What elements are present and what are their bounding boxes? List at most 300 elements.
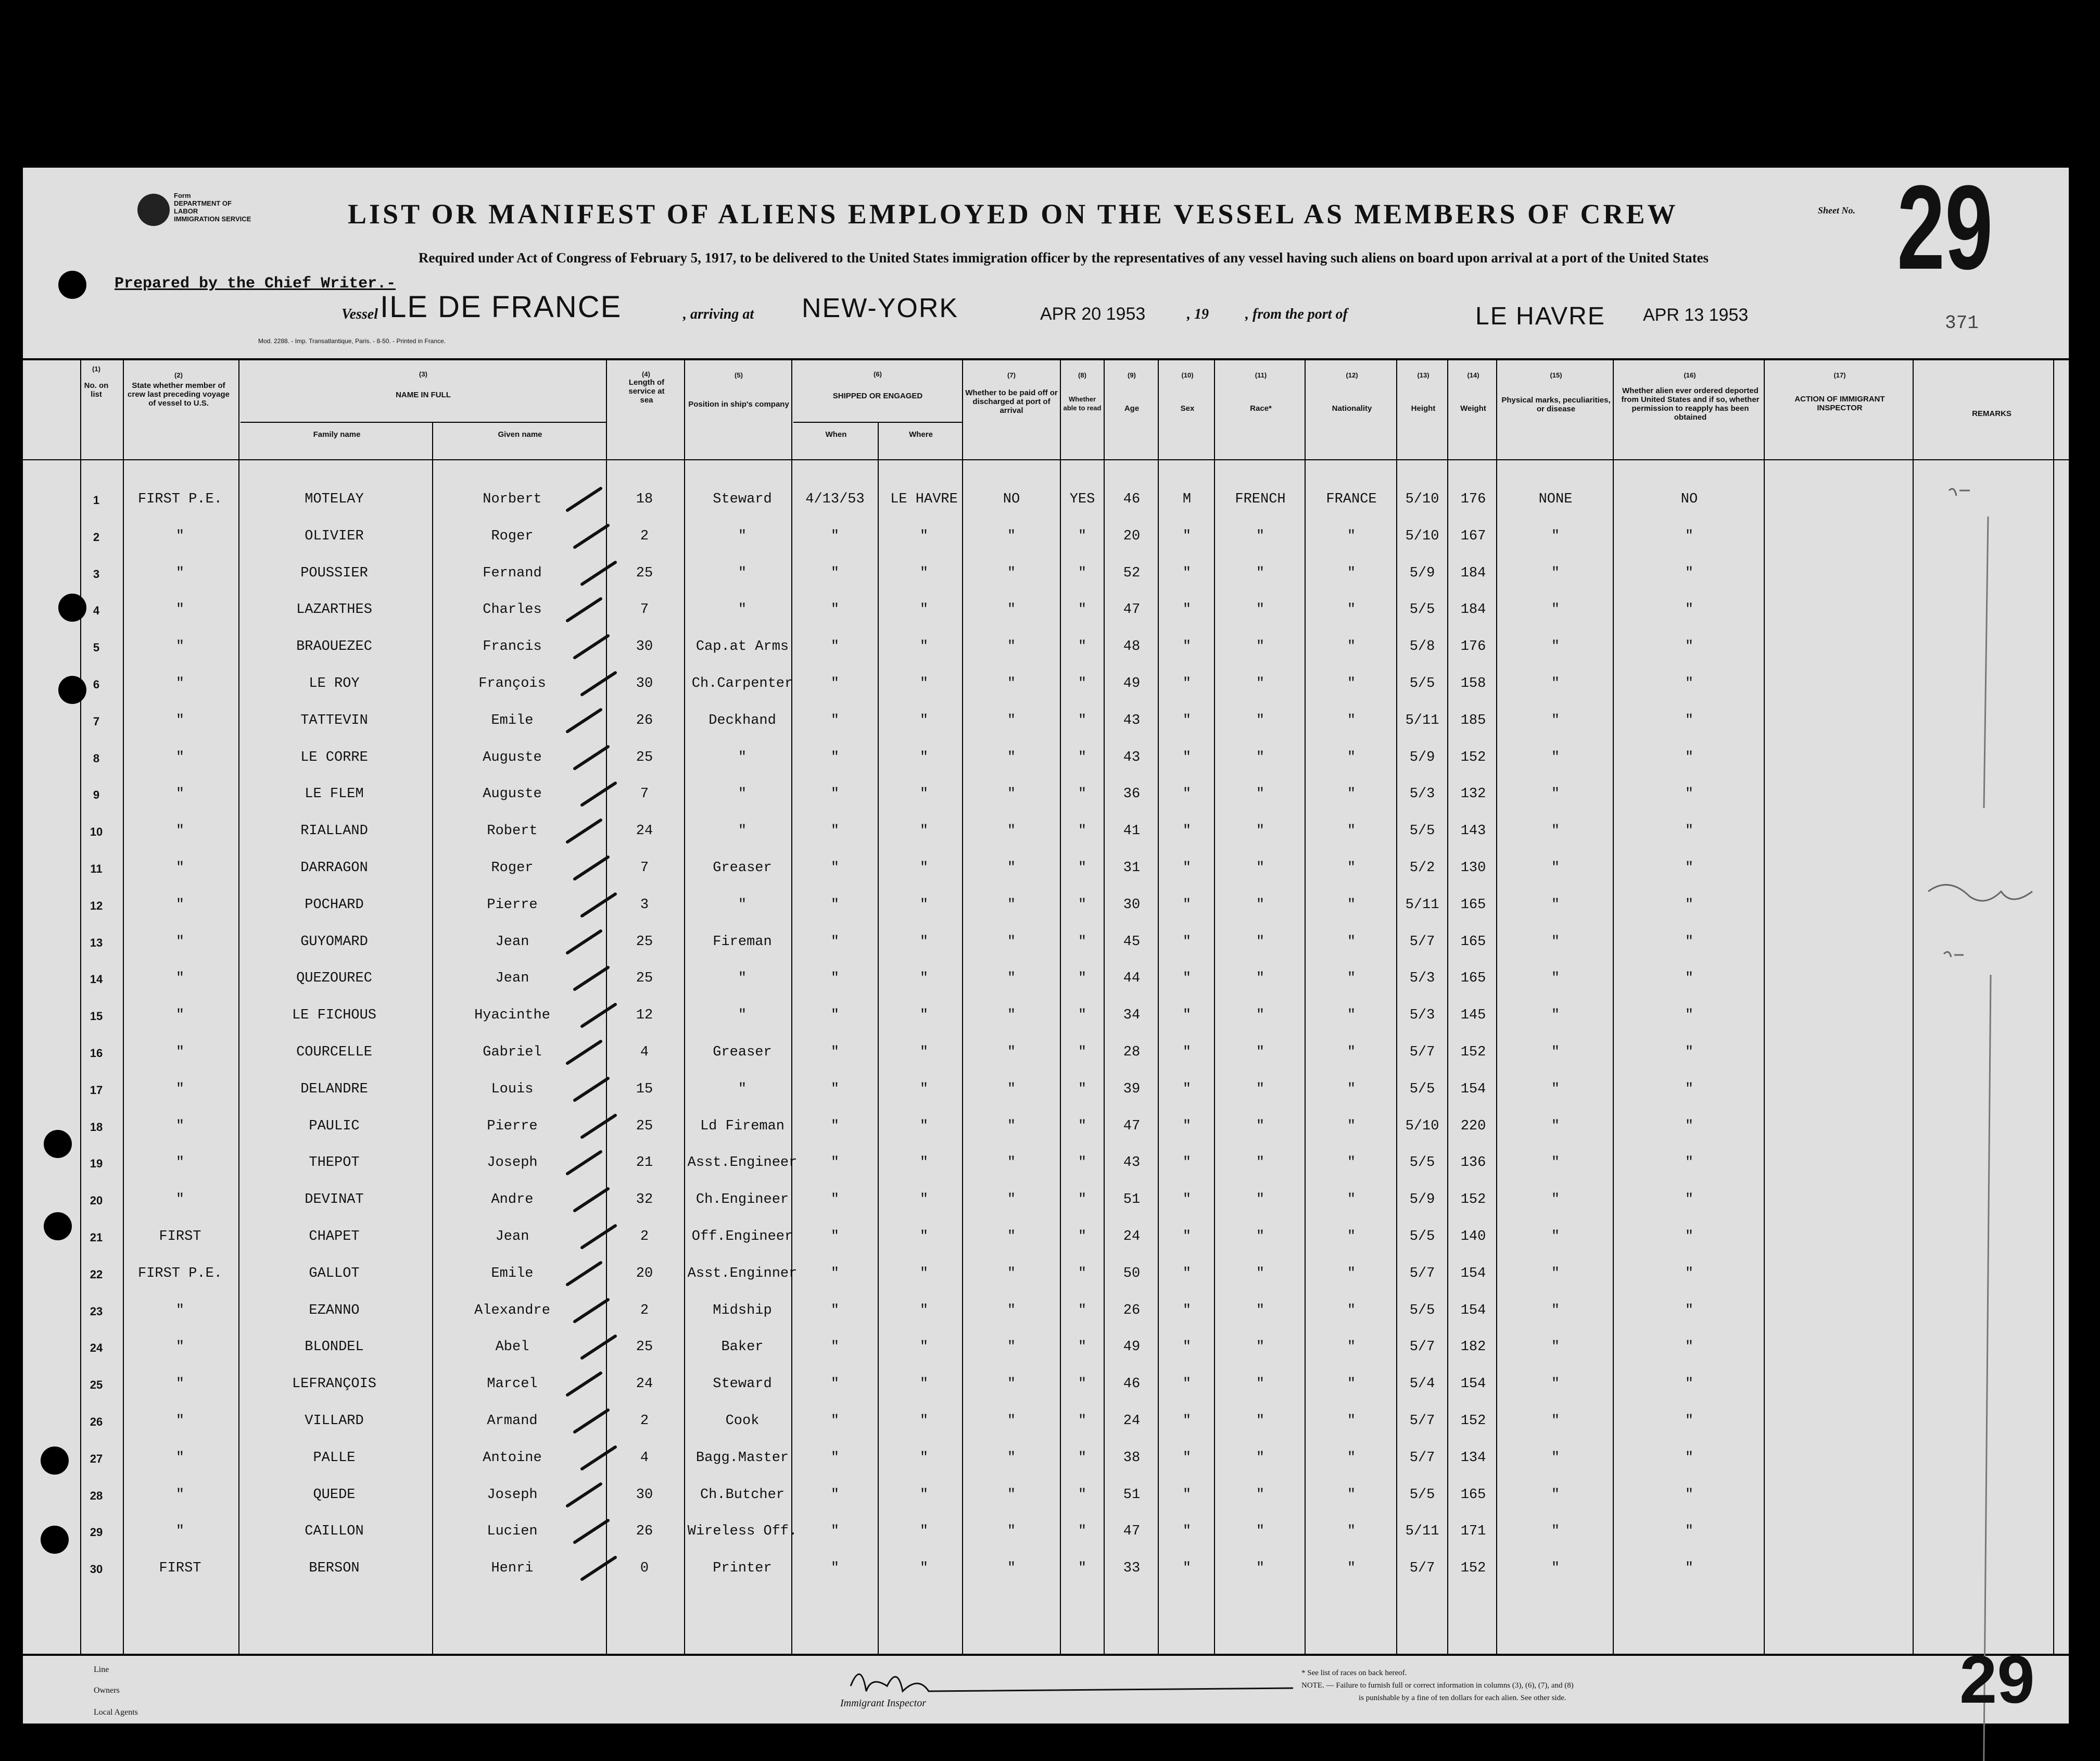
- cell-nationality: ": [1347, 1155, 1356, 1171]
- check-mark-icon: [572, 1295, 613, 1327]
- cell-service-length: 15: [636, 1081, 653, 1097]
- cell-shipped-where: ": [919, 897, 929, 913]
- cell-row-number: 18: [90, 1120, 103, 1134]
- cell-given-name: Emile: [491, 712, 534, 728]
- cell-sex: ": [1182, 528, 1192, 544]
- col9-num: (9): [1128, 371, 1136, 379]
- cell-family-name: LE CORRE: [300, 749, 368, 765]
- cell-shipped-where: ": [919, 1376, 929, 1392]
- col10-label: Sex: [1180, 404, 1195, 413]
- cell-prev-voyage: ": [175, 1339, 185, 1355]
- cell-nationality: ": [1347, 1229, 1356, 1244]
- local-agents-label: Local Agents: [94, 1708, 138, 1717]
- cell-shipped-when: ": [830, 1265, 840, 1281]
- arrival-date-stamp: APR 20 1953: [1040, 304, 1146, 324]
- cell-deported: ": [1685, 712, 1694, 728]
- cell-family-name: LEFRANÇOIS: [292, 1376, 377, 1392]
- cell-paid-off: ": [1007, 676, 1016, 691]
- cell-sex: ": [1182, 1524, 1192, 1540]
- check-mark-icon: [572, 963, 613, 995]
- cell-height: 5/7: [1409, 1413, 1435, 1429]
- cell-weight: 185: [1460, 712, 1486, 728]
- col3-label: NAME IN FULL: [396, 391, 451, 399]
- cell-family-name: LE ROY: [309, 676, 360, 691]
- cell-shipped-when: ": [830, 1524, 840, 1540]
- cell-sex: ": [1182, 860, 1192, 876]
- cell-physical-marks: ": [1551, 712, 1560, 728]
- col5-num: (5): [735, 371, 743, 379]
- col4-num: (4): [642, 370, 650, 378]
- cell-family-name: GALLOT: [309, 1265, 360, 1281]
- cell-family-name: DEVINAT: [305, 1192, 364, 1208]
- cell-paid-off: ": [1007, 565, 1016, 581]
- cell-race: ": [1256, 1229, 1265, 1244]
- cell-paid-off: ": [1007, 1376, 1016, 1392]
- cell-given-name: Roger: [491, 860, 534, 876]
- cell-prev-voyage: ": [175, 565, 185, 581]
- col2-num: (2): [174, 371, 183, 379]
- column-rule: [1613, 359, 1614, 1654]
- cell-given-name: Andre: [491, 1192, 534, 1208]
- cell-physical-marks: ": [1551, 1413, 1560, 1429]
- cell-service-length: 25: [636, 971, 653, 987]
- cell-family-name: LE FLEM: [305, 786, 364, 802]
- manifest-title: LIST OR MANIFEST OF ALIENS EMPLOYED ON THE VESSEL AS MEMBERS OF CREW: [348, 198, 1678, 230]
- cell-physical-marks: ": [1551, 676, 1560, 691]
- cell-height: 5/2: [1409, 860, 1435, 876]
- cell-shipped-when: ": [830, 1045, 840, 1060]
- cell-position: ": [738, 565, 747, 581]
- cell-prev-voyage: ": [175, 823, 185, 839]
- cell-nationality: ": [1347, 1524, 1356, 1540]
- cell-weight: 176: [1460, 639, 1486, 655]
- cell-age: 36: [1123, 786, 1141, 802]
- cell-able-to-read: ": [1078, 602, 1087, 618]
- cell-shipped-when: ": [830, 565, 840, 581]
- cell-weight: 145: [1460, 1008, 1486, 1024]
- cell-service-length: 4: [640, 1045, 649, 1060]
- cell-nationality: ": [1347, 602, 1356, 618]
- col13-label: Height: [1411, 404, 1436, 413]
- cell-sex: ": [1182, 1302, 1192, 1318]
- cell-given-name: Louis: [491, 1081, 534, 1097]
- cell-shipped-where: ": [919, 602, 929, 618]
- cell-position: ": [738, 971, 747, 987]
- cell-prev-voyage: ": [175, 1524, 185, 1540]
- check-mark-icon: [579, 890, 621, 921]
- cell-weight: 167: [1460, 528, 1486, 544]
- cell-position: Ch.Butcher: [700, 1487, 785, 1503]
- cell-height: 5/5: [1409, 676, 1435, 691]
- cell-age: 28: [1123, 1045, 1141, 1060]
- col6-when: When: [825, 430, 847, 439]
- cell-race: ": [1256, 602, 1265, 618]
- cell-race: ": [1256, 1450, 1265, 1466]
- cell-prev-voyage: FIRST: [159, 1229, 201, 1244]
- cell-given-name: Fernand: [483, 565, 542, 581]
- cell-row-number: 21: [90, 1231, 103, 1244]
- cell-physical-marks: ": [1551, 639, 1560, 655]
- cell-age: 47: [1123, 602, 1141, 618]
- cell-paid-off: ": [1007, 971, 1016, 987]
- cell-shipped-where: ": [919, 1524, 929, 1540]
- cell-physical-marks: ": [1551, 934, 1560, 950]
- cell-position: ": [738, 1081, 747, 1097]
- cell-given-name: Antoine: [483, 1450, 542, 1466]
- cell-weight: 143: [1460, 823, 1486, 839]
- cell-deported: ": [1685, 1302, 1694, 1318]
- cell-deported: ": [1685, 1008, 1694, 1024]
- cell-prev-voyage: ": [175, 971, 185, 987]
- reference-number: 371: [1945, 312, 1979, 334]
- cell-sex: ": [1182, 1229, 1192, 1244]
- cell-row-number: 25: [90, 1378, 103, 1392]
- cell-row-number: 12: [90, 899, 103, 912]
- check-mark-icon: [572, 1516, 613, 1548]
- col17-num: (17): [1833, 371, 1846, 379]
- cell-position: Cook: [725, 1413, 760, 1429]
- cell-given-name: Alexandre: [474, 1302, 550, 1318]
- cell-given-name: Emile: [491, 1265, 534, 1281]
- cell-prev-voyage: ": [175, 1155, 185, 1171]
- cell-sex: ": [1182, 1376, 1192, 1392]
- cell-shipped-where: ": [919, 1339, 929, 1355]
- cell-given-name: Norbert: [483, 492, 542, 507]
- cell-nationality: ": [1347, 639, 1356, 655]
- cell-race: ": [1256, 1008, 1265, 1024]
- cell-weight: 154: [1460, 1376, 1486, 1392]
- cell-service-length: 26: [636, 712, 653, 728]
- check-mark-icon: [579, 1000, 621, 1032]
- cell-prev-voyage: ": [175, 1118, 185, 1134]
- col11-label: Race*: [1250, 404, 1272, 413]
- cell-sex: ": [1182, 639, 1192, 655]
- cell-height: 5/5: [1409, 1229, 1435, 1244]
- cell-deported: ": [1685, 786, 1694, 802]
- cell-paid-off: ": [1007, 1561, 1016, 1577]
- shipped-subrule: [793, 422, 963, 423]
- cell-race: ": [1256, 1118, 1265, 1134]
- cell-able-to-read: ": [1078, 897, 1087, 913]
- cell-position: Cap.at Arms: [695, 639, 789, 655]
- cell-position: Steward: [713, 492, 772, 507]
- cell-physical-marks: ": [1551, 1229, 1560, 1244]
- form-mod-line: Mod. 2288. - Imp. Transatlantique, Paris. - 8-50. - Printed in France.: [258, 337, 446, 345]
- cell-age: 39: [1123, 1081, 1141, 1097]
- cell-sex: ": [1182, 1265, 1192, 1281]
- arriving-label: , arriving at: [683, 306, 754, 322]
- cell-deported: ": [1685, 934, 1694, 950]
- cell-sex: ": [1182, 1413, 1192, 1429]
- cell-service-length: 4: [640, 1450, 649, 1466]
- seal-icon: [137, 194, 170, 226]
- cell-sex: ": [1182, 934, 1192, 950]
- cell-shipped-where: ": [919, 971, 929, 987]
- col1-num: (1): [92, 365, 100, 373]
- cell-paid-off: NO: [1003, 492, 1020, 507]
- cell-able-to-read: ": [1078, 786, 1087, 802]
- cell-given-name: Henri: [491, 1561, 534, 1577]
- cell-shipped-when: ": [830, 749, 840, 765]
- cell-position: Bagg.Master: [695, 1450, 789, 1466]
- col16-num: (16): [1684, 371, 1696, 379]
- col12-label: Nationality: [1332, 404, 1372, 413]
- cell-able-to-read: YES: [1069, 492, 1095, 507]
- cell-service-length: 7: [640, 786, 649, 802]
- cell-position: Asst.Engineer: [687, 1155, 798, 1171]
- cell-nationality: ": [1347, 1487, 1356, 1503]
- check-mark-icon: [564, 484, 606, 515]
- cell-weight: 152: [1460, 1413, 1486, 1429]
- cell-age: 31: [1123, 860, 1141, 876]
- check-mark-icon: [564, 706, 606, 737]
- cell-family-name: QUEZOUREC: [296, 971, 372, 987]
- cell-shipped-where: ": [919, 786, 929, 802]
- cell-row-number: 17: [90, 1083, 103, 1097]
- cell-row-number: 14: [90, 973, 103, 986]
- cell-given-name: Charles: [483, 602, 542, 618]
- cell-given-name: Jean: [495, 934, 529, 950]
- cell-given-name: Hyacinthe: [474, 1008, 550, 1024]
- cell-family-name: MOTELAY: [305, 492, 364, 507]
- cell-age: 47: [1123, 1118, 1141, 1134]
- cell-family-name: POCHARD: [305, 897, 364, 913]
- punch-hole: [41, 1526, 69, 1554]
- col17-label: ACTION OF IMMIGRANT INSPECTOR: [1794, 395, 1885, 412]
- cell-paid-off: ": [1007, 1008, 1016, 1024]
- cell-row-number: 1: [93, 494, 100, 507]
- cell-family-name: BERSON: [309, 1561, 360, 1577]
- cell-nationality: ": [1347, 676, 1356, 691]
- check-mark-icon: [564, 927, 606, 958]
- cell-family-name: BRAOUEZEC: [296, 639, 372, 655]
- cell-row-number: 22: [90, 1267, 103, 1281]
- cell-position: Steward: [713, 1376, 772, 1392]
- cell-shipped-where: ": [919, 1229, 929, 1244]
- cell-given-name: Armand: [487, 1413, 538, 1429]
- departure-date-stamp: APR 13 1953: [1643, 305, 1749, 325]
- cell-shipped-where: LE HAVRE: [890, 492, 958, 507]
- cell-race: ": [1256, 1045, 1265, 1060]
- cell-deported: ": [1685, 1524, 1694, 1540]
- cell-physical-marks: ": [1551, 971, 1560, 987]
- cell-nationality: ": [1347, 749, 1356, 765]
- cell-given-name: Joseph: [487, 1487, 538, 1503]
- col14-num: (14): [1467, 371, 1479, 379]
- cell-family-name: TATTEVIN: [300, 712, 368, 728]
- cell-family-name: BLONDEL: [305, 1339, 364, 1355]
- cell-shipped-when: ": [830, 676, 840, 691]
- punch-hole: [44, 1130, 72, 1158]
- cell-given-name: Lucien: [487, 1524, 538, 1540]
- cell-age: 49: [1123, 676, 1141, 691]
- cell-deported: ": [1685, 897, 1694, 913]
- col6-where: Where: [909, 430, 933, 439]
- cell-family-name: LE FICHOUS: [292, 1008, 377, 1024]
- cell-deported: ": [1685, 1561, 1694, 1577]
- cell-race: ": [1256, 565, 1265, 581]
- cell-height: 5/5: [1409, 1081, 1435, 1097]
- cell-family-name: EZANNO: [309, 1302, 360, 1318]
- col7-num: (7): [1007, 371, 1016, 379]
- cell-race: ": [1256, 639, 1265, 655]
- cell-sex: ": [1182, 712, 1192, 728]
- cell-weight: 165: [1460, 934, 1486, 950]
- cell-physical-marks: ": [1551, 823, 1560, 839]
- cell-service-length: 30: [636, 639, 653, 655]
- col2-label: State whether member of crew last preceding voyage of vessel to U.S.: [128, 381, 230, 408]
- department-label: Form DEPARTMENT OF LABOR IMMIGRATION SERVICE: [174, 192, 251, 223]
- cell-shipped-where: ": [919, 639, 929, 655]
- cell-row-number: 19: [90, 1157, 103, 1171]
- department-seal: [137, 188, 257, 235]
- cell-shipped-where: ": [919, 1192, 929, 1208]
- inspector-label: Immigrant Inspector: [840, 1697, 926, 1709]
- cell-able-to-read: ": [1078, 1008, 1087, 1024]
- cell-height: 5/9: [1409, 565, 1435, 581]
- cell-family-name: PALLE: [313, 1450, 356, 1466]
- from-port-label: , from the port of: [1245, 306, 1348, 322]
- cell-deported: ": [1685, 1081, 1694, 1097]
- cell-shipped-when: 4/13/53: [805, 492, 865, 507]
- column-rule: [80, 359, 81, 1654]
- cell-sex: ": [1182, 897, 1192, 913]
- cell-deported: ": [1685, 1376, 1694, 1392]
- cell-row-number: 9: [93, 788, 100, 802]
- cell-race: ": [1256, 1524, 1265, 1540]
- cell-weight: 130: [1460, 860, 1486, 876]
- cell-age: 45: [1123, 934, 1141, 950]
- cell-service-length: 25: [636, 1118, 653, 1134]
- cell-paid-off: ": [1007, 934, 1016, 950]
- cell-prev-voyage: ": [175, 602, 185, 618]
- cell-race: ": [1256, 1561, 1265, 1577]
- cell-race: ": [1256, 860, 1265, 876]
- cell-able-to-read: ": [1078, 1413, 1087, 1429]
- cell-prev-voyage: ": [175, 1487, 185, 1503]
- requirement-text: Required under Act of Congress of February 5, 1917, to be delivered to the United States immigration officer by the representatives of any vessel having such aliens on board upon arrival at a port of the United States: [418, 250, 1709, 266]
- cell-physical-marks: ": [1551, 1045, 1560, 1060]
- cell-service-length: 12: [636, 1008, 653, 1024]
- cell-prev-voyage: ": [175, 860, 185, 876]
- cell-physical-marks: ": [1551, 1081, 1560, 1097]
- sheet-number: 29: [1897, 160, 1993, 294]
- cell-position: Asst.Enginner: [687, 1265, 798, 1281]
- cell-family-name: POUSSIER: [300, 565, 368, 581]
- check-mark-icon: [579, 1332, 621, 1363]
- cell-position: Ld Fireman: [700, 1118, 785, 1134]
- cell-deported: ": [1685, 528, 1694, 544]
- check-mark-icon: [572, 853, 613, 884]
- cell-position: Wireless Off.: [687, 1524, 798, 1540]
- cell-deported: ": [1685, 1487, 1694, 1503]
- cell-able-to-read: ": [1078, 528, 1087, 544]
- cell-shipped-when: ": [830, 1008, 840, 1024]
- cell-paid-off: ": [1007, 1302, 1016, 1318]
- cell-nationality: ": [1347, 934, 1356, 950]
- cell-age: 51: [1123, 1192, 1141, 1208]
- check-mark-icon: [579, 1222, 621, 1253]
- cell-weight: 154: [1460, 1302, 1486, 1318]
- cell-able-to-read: ": [1078, 639, 1087, 655]
- cell-age: 20: [1123, 528, 1141, 544]
- cell-prev-voyage: ": [175, 1192, 185, 1208]
- cell-deported: ": [1685, 1265, 1694, 1281]
- cell-able-to-read: ": [1078, 1524, 1087, 1540]
- col6-label: SHIPPED OR ENGAGED: [832, 392, 923, 400]
- table-top-rule: [23, 358, 2069, 360]
- cell-able-to-read: ": [1078, 1192, 1087, 1208]
- cell-weight: 165: [1460, 897, 1486, 913]
- cell-shipped-when: ": [830, 1561, 840, 1577]
- cell-row-number: 4: [93, 604, 100, 618]
- cell-height: 5/10: [1405, 492, 1439, 507]
- cell-weight: 154: [1460, 1081, 1486, 1097]
- cell-row-number: 30: [90, 1563, 103, 1576]
- cell-physical-marks: ": [1551, 1302, 1560, 1318]
- cell-shipped-when: ": [830, 1229, 840, 1244]
- cell-shipped-when: ": [830, 712, 840, 728]
- cell-physical-marks: ": [1551, 1118, 1560, 1134]
- cell-row-number: 23: [90, 1304, 103, 1318]
- cell-paid-off: ": [1007, 639, 1016, 655]
- cell-able-to-read: ": [1078, 1450, 1087, 1466]
- check-mark-icon: [572, 632, 613, 663]
- cell-paid-off: ": [1007, 860, 1016, 876]
- col12-num: (12): [1346, 371, 1358, 379]
- cell-sex: ": [1182, 749, 1192, 765]
- cell-service-length: 7: [640, 602, 649, 618]
- col11-num: (11): [1255, 371, 1267, 379]
- cell-race: ": [1256, 1265, 1265, 1281]
- cell-weight: 165: [1460, 1487, 1486, 1503]
- cell-row-number: 7: [93, 714, 100, 728]
- cell-paid-off: ": [1007, 1081, 1016, 1097]
- cell-race: ": [1256, 934, 1265, 950]
- cell-age: 46: [1123, 1376, 1141, 1392]
- cell-position: ": [738, 897, 747, 913]
- cell-shipped-when: ": [830, 823, 840, 839]
- column-rule: [123, 359, 124, 1654]
- cell-paid-off: ": [1007, 786, 1016, 802]
- cell-prev-voyage: ": [175, 1450, 185, 1466]
- cell-deported: ": [1685, 1339, 1694, 1355]
- cell-shipped-when: ": [830, 897, 840, 913]
- cell-shipped-where: ": [919, 1450, 929, 1466]
- cell-paid-off: ": [1007, 528, 1016, 544]
- cell-shipped-where: ": [919, 1081, 929, 1097]
- cell-family-name: GUYOMARD: [300, 934, 368, 950]
- cell-weight: 176: [1460, 492, 1486, 507]
- cell-height: 5/11: [1405, 897, 1439, 913]
- col9-label: Age: [1124, 404, 1140, 413]
- cell-age: 33: [1123, 1561, 1141, 1577]
- cell-physical-marks: ": [1551, 1524, 1560, 1540]
- cell-sex: ": [1182, 1155, 1192, 1171]
- cell-prev-voyage: ": [175, 676, 185, 691]
- cell-race: FRENCH: [1235, 492, 1286, 507]
- cell-able-to-read: ": [1078, 1045, 1087, 1060]
- fine-note-2: is punishable by a fine of ten dollars for each alien. See other side.: [1359, 1694, 1566, 1702]
- cell-family-name: VILLARD: [305, 1413, 364, 1429]
- cell-shipped-where: ": [919, 934, 929, 950]
- cell-able-to-read: ": [1078, 1155, 1087, 1171]
- cell-paid-off: ": [1007, 1487, 1016, 1503]
- check-mark-icon: [564, 595, 606, 626]
- races-note: * See list of races on back hereof.: [1301, 1669, 1407, 1677]
- punch-hole: [44, 1212, 72, 1240]
- cell-position: Printer: [713, 1561, 772, 1577]
